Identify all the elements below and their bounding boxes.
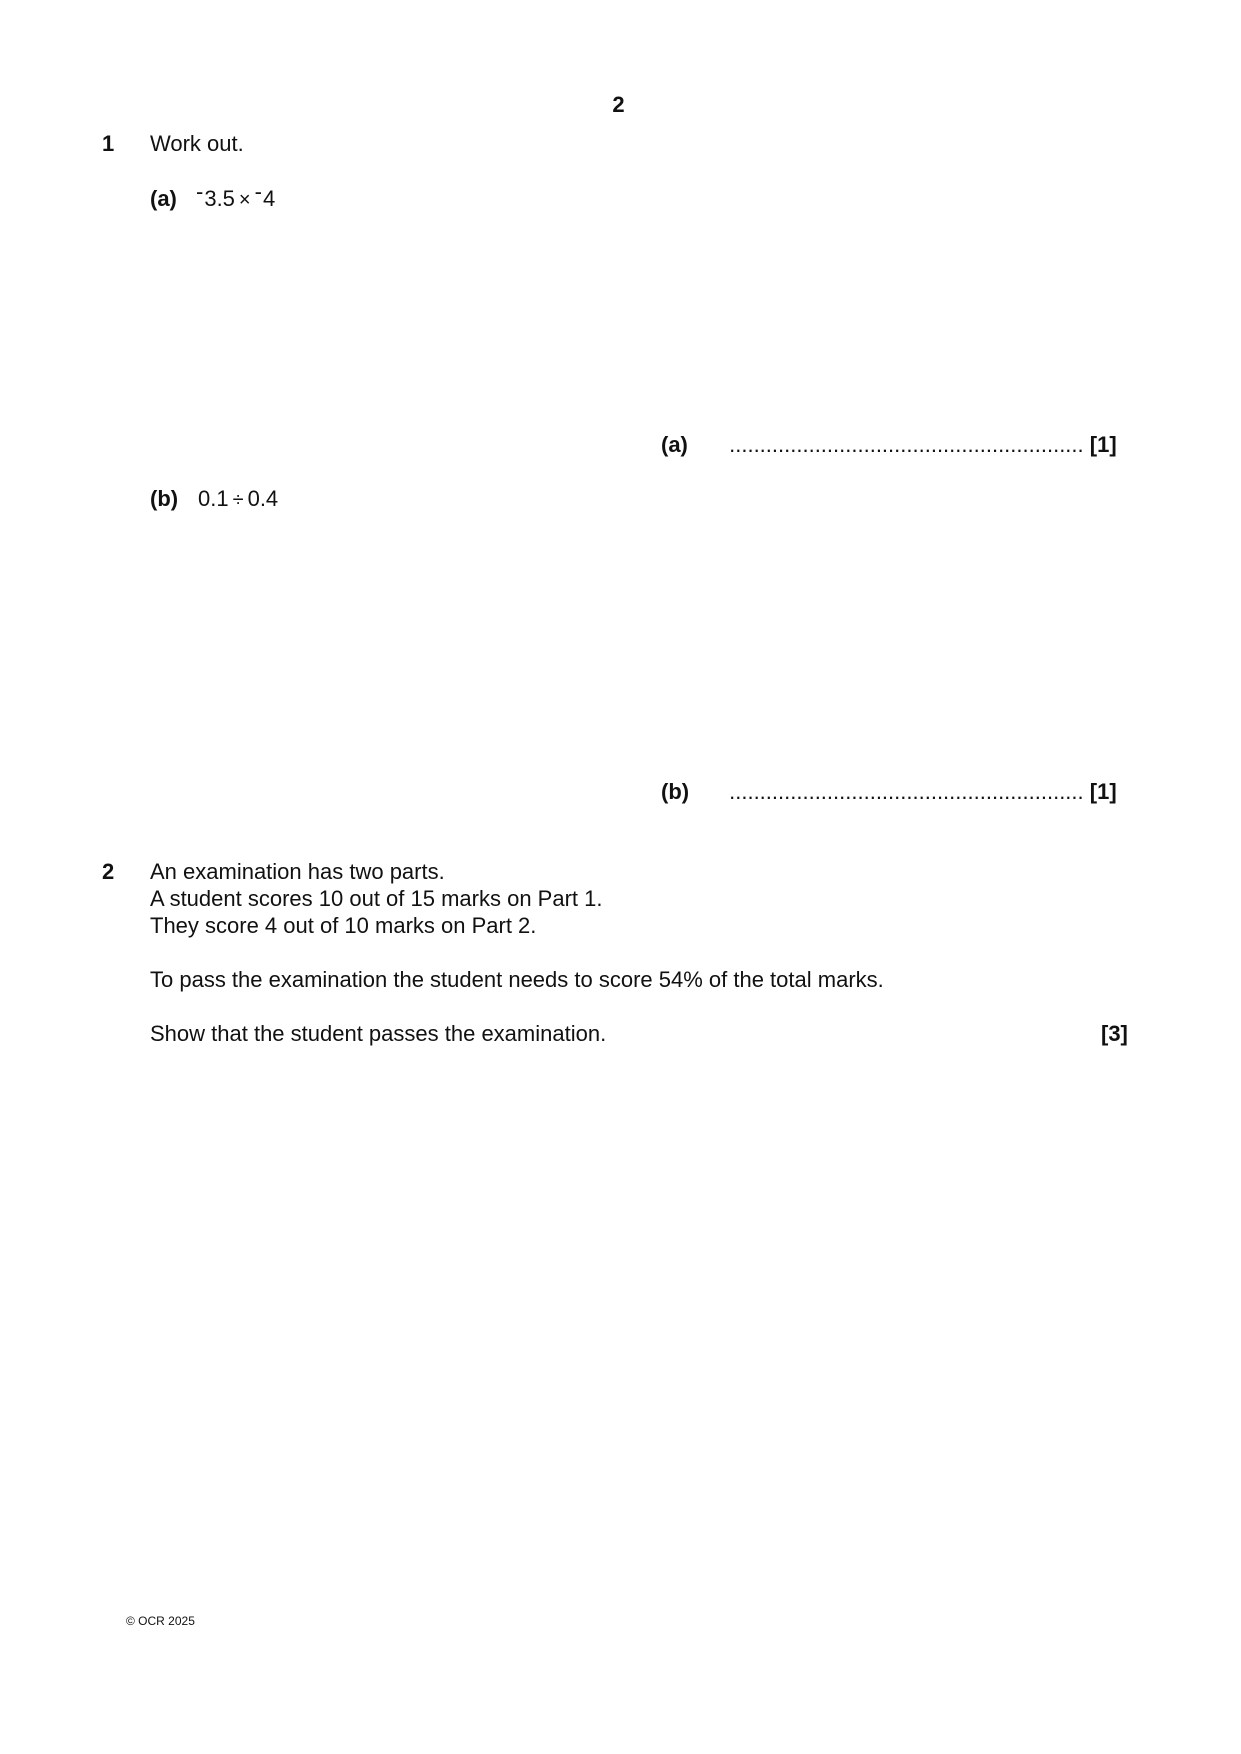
- expr-number: 0.1: [198, 486, 229, 511]
- question-2-instruction: Show that the student passes the examination.: [150, 1021, 607, 1046]
- question-2-line: An examination has two parts.: [150, 859, 445, 884]
- multiply-sign: ×: [238, 189, 251, 211]
- question-1a-label: (a): [150, 186, 177, 211]
- expr-number: 0.4: [247, 486, 279, 511]
- question-2-marks: [3]: [1101, 1021, 1128, 1046]
- question-2-number: 2: [102, 859, 115, 884]
- expr-number: 3.5: [204, 186, 235, 211]
- copyright-footer: © OCR 2025: [126, 1614, 195, 1628]
- answer-label: (b): [661, 779, 690, 804]
- marks-badge: [1]: [1089, 779, 1117, 804]
- question-1b-answer-line: [661, 779, 1117, 805]
- superscript-minus: -: [254, 179, 262, 204]
- page-number: 2: [612, 92, 625, 117]
- question-1b-expression: [198, 486, 278, 512]
- question-1a-expression: [196, 179, 276, 212]
- question-2-line: They score 4 out of 10 marks on Part 2.: [150, 913, 537, 938]
- question-2-line: A student scores 10 out of 15 marks on Part 1.: [150, 886, 603, 911]
- answer-dots[interactable]: ..........................................................: [729, 779, 1084, 804]
- question-1a-answer-line: [661, 432, 1117, 458]
- question-1b-label: (b): [150, 486, 179, 511]
- question-1-number: 1: [102, 131, 115, 156]
- answer-dots[interactable]: ..........................................................: [729, 432, 1084, 457]
- expr-number: 4: [262, 186, 276, 211]
- question-1-stem: Work out.: [150, 131, 244, 156]
- question-2-stem: [150, 858, 602, 939]
- superscript-minus: -: [196, 179, 204, 204]
- answer-label: (a): [661, 432, 688, 457]
- question-2-condition: To pass the examination the student needs to score 54% of the total marks.: [150, 967, 884, 992]
- marks-badge: [1]: [1089, 432, 1117, 457]
- divide-sign: ÷: [232, 489, 244, 511]
